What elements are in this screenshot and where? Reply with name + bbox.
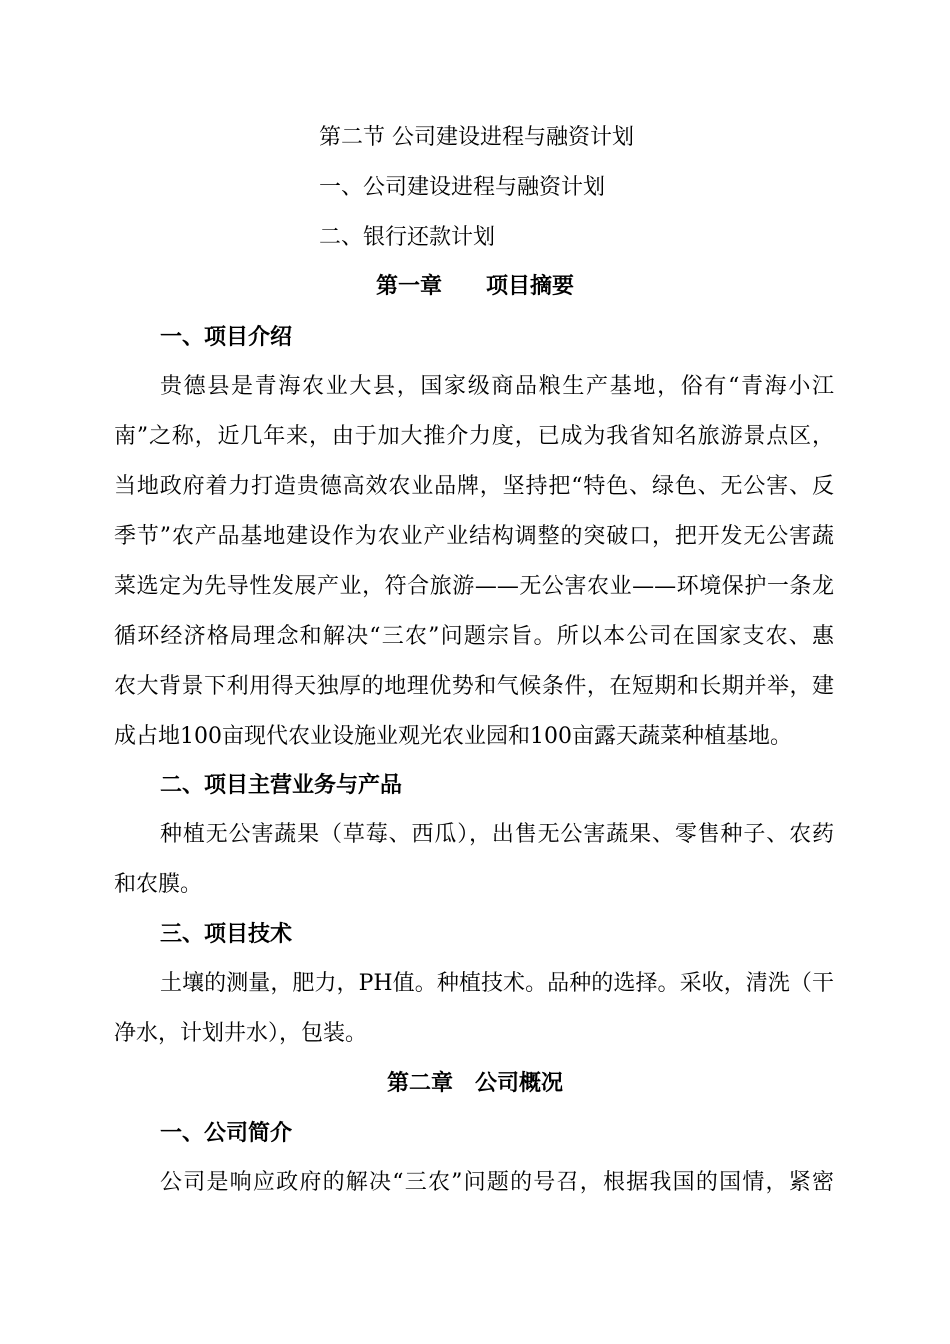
text-line: 农大背景下利用得天独厚的地理优势和气候条件，在短期和长期并举，建	[114, 674, 834, 699]
text-line: 成占地100亩现代农业设施业观光农业园和100亩露天蔬菜种植基地。	[114, 724, 792, 749]
chapter-2-title: 第二章 公司概况	[386, 1071, 563, 1096]
text-line: 循环经济格局理念和解决“三农”问题宗旨。所以本公司在国家支农、惠	[114, 624, 834, 649]
text-line: 公司是响应政府的解决“三农”问题的号召，根据我国的国情，紧密	[160, 1170, 834, 1195]
text-line: 当地政府着力打造贵德高效农业品牌，坚持把“特色、绿色、无公害、反	[114, 474, 834, 499]
toc-section-2: 第二节 公司建设进程与融资计划	[319, 125, 634, 150]
text-line: 贵德县是青海农业大县，国家级商品粮生产基地，俗有“青海小江	[160, 374, 834, 399]
text-line: 土壤的测量，肥力，PH值。种植技术。品种的选择。采收，清洗（干	[160, 971, 834, 996]
section-heading-main-business: 二、项目主营业务与产品	[160, 773, 403, 798]
section-heading-technology: 三、项目技术	[160, 922, 293, 947]
toc-item-1: 一、公司建设进程与融资计划	[319, 175, 606, 200]
section-heading-project-intro: 一、项目介绍	[160, 325, 293, 350]
text-line: 季节”农产品基地建设作为农业产业结构调整的突破口，把开发无公害蔬	[114, 524, 834, 549]
text-line: 南”之称，近几年来，由于加大推介力度，已成为我省知名旅游景点区，	[114, 424, 834, 449]
text-line: 净水，计划井水），包装。	[114, 1021, 368, 1046]
text-line: 菜选定为先导性发展产业，符合旅游——无公害农业——环境保护一条龙	[114, 574, 834, 599]
text-line: 和农膜。	[114, 872, 203, 897]
text-line: 种植无公害蔬果（草莓、西瓜），出售无公害蔬果、零售种子、农药	[160, 822, 834, 847]
toc-item-2: 二、银行还款计划	[319, 225, 496, 250]
section-heading-company-intro: 一、公司简介	[160, 1121, 293, 1146]
chapter-1-title: 第一章 项目摘要	[375, 274, 574, 299]
